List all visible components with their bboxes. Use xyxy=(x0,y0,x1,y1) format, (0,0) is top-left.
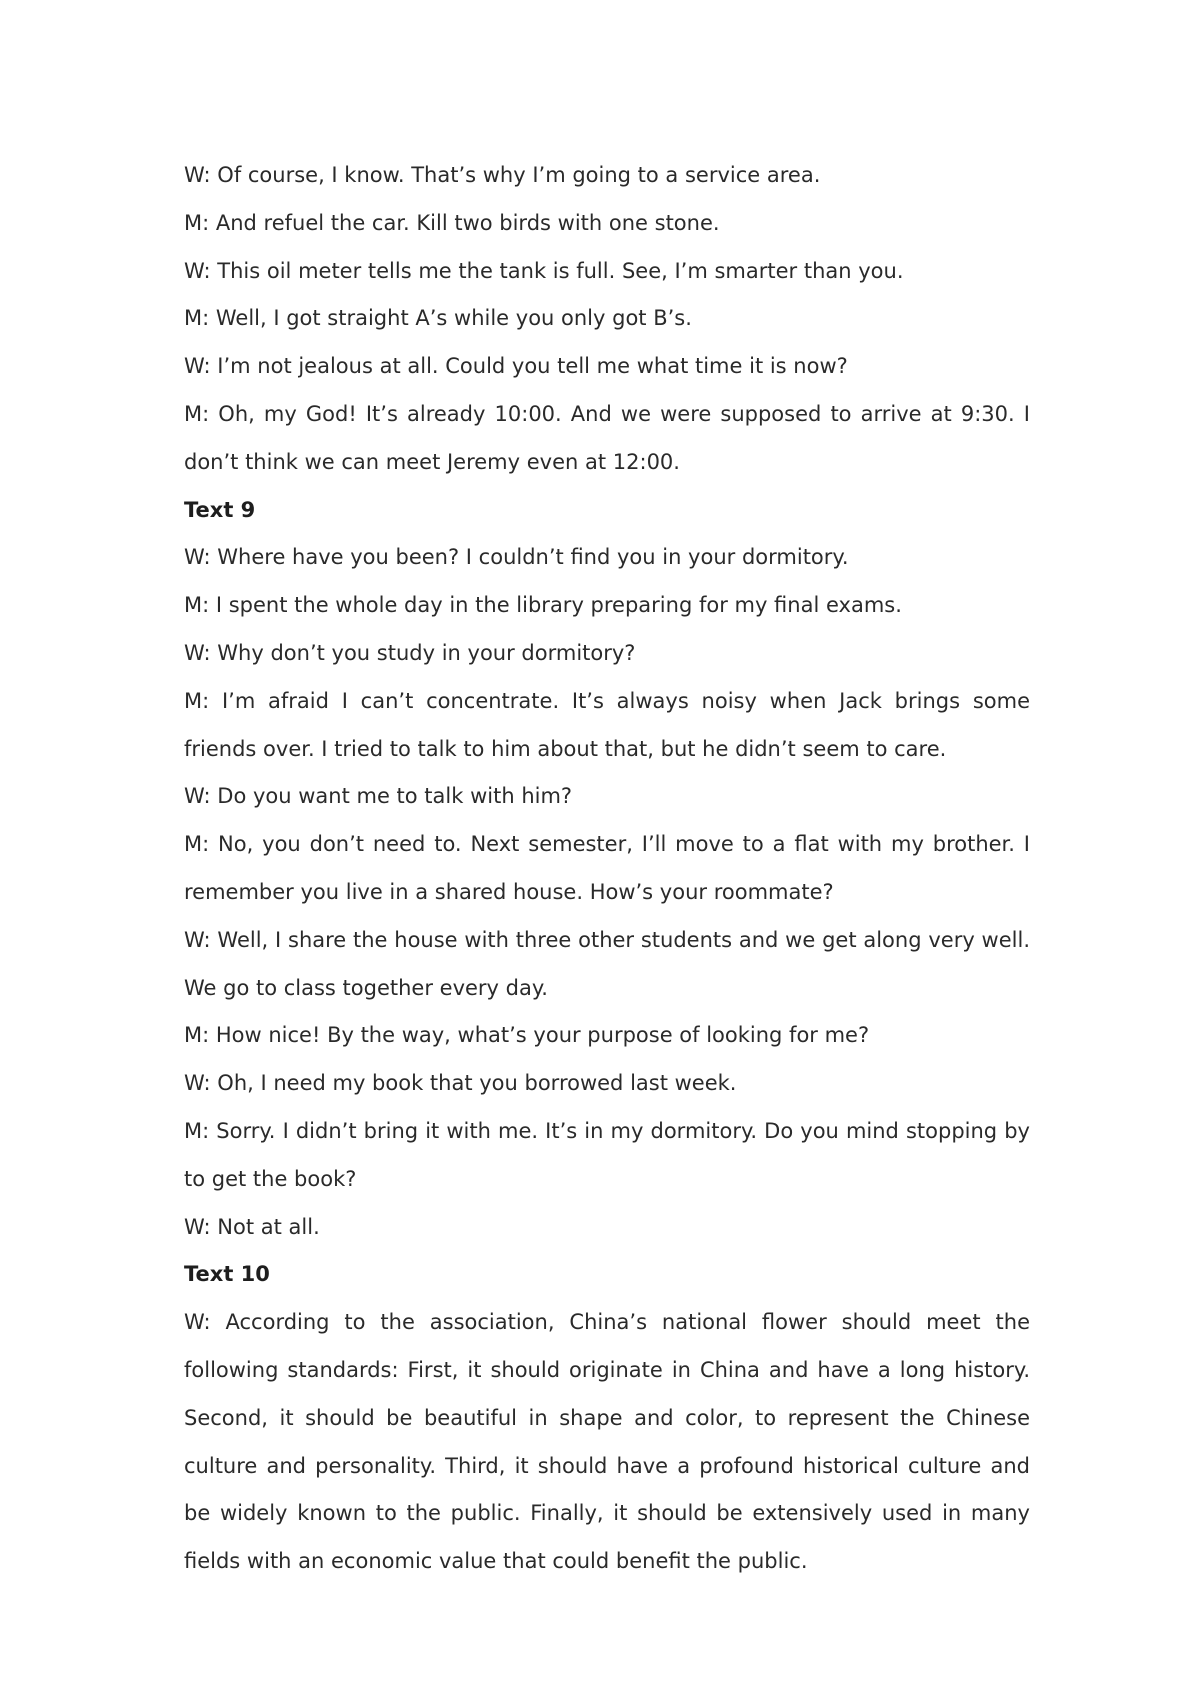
transcript-body xyxy=(184,152,1030,1586)
dialogue-line: W: Of course, I know. That’s why I’m going to a service area. xyxy=(184,163,821,187)
dialogue-line: M: How nice! By the way, what’s your purpose of looking for me? xyxy=(184,1023,870,1048)
section-heading-text-10: Text 10 xyxy=(184,1262,270,1287)
dialogue-line: M: Well, I got straight A’s while you only got B’s. xyxy=(184,306,692,331)
dialogue-line: M: I’m afraid I can’t concentrate. It’s always noisy when Jack brings some friends over. I tried to talk to him about that, but he didn’t seem to care. xyxy=(184,688,1030,761)
dialogue-line: M: Sorry. I didn’t bring it with me. It’s in my dormitory. Do you mind stopping by to get the book? xyxy=(184,1118,1030,1191)
dialogue-line: M: Oh, my God! It’s already 10:00. And we were supposed to arrive at 9:30. I don’t think we can meet Jeremy even at 12:00. xyxy=(184,401,1030,474)
section-heading-text-9: Text 9 xyxy=(184,497,256,522)
dialogue-line: W: Oh, I need my book that you borrowed last week. xyxy=(184,1071,737,1096)
dialogue-line: W: Why don’t you study in your dormitory? xyxy=(184,640,636,665)
dialogue-line: W: Where have you been? I couldn’t find you in your dormitory. xyxy=(184,545,849,570)
dialogue-line: W: This oil meter tells me the tank is full. See, I’m smarter than you. xyxy=(184,258,904,283)
monologue-paragraph: W: According to the association, China’s national flower should meet the following standards: First, it should originate in China and have a long history. Second, it should be beautiful in shape and color, to represent the Chinese culture and personality. Third, it should have a profound historical culture and be widely known to the public. Finally, it should be extensively used in many fields with an economic value that could benefit the public. xyxy=(184,1310,1030,1574)
dialogue-line: M: No, you don’t need to. Next semester, I’ll move to a flat with my brother. I remember you live in a shared house. How’s your roommate? xyxy=(184,832,1030,904)
dialogue-line: W: Not at all. xyxy=(184,1214,320,1239)
dialogue-line: W: Do you want me to talk with him? xyxy=(184,784,573,809)
dialogue-line: M: And refuel the car. Kill two birds with one stone. xyxy=(184,210,720,235)
dialogue-line: W: I’m not jealous at all. Could you tell me what time it is now? xyxy=(184,354,848,379)
dialogue-line: M: I spent the whole day in the library preparing for my final exams. xyxy=(184,593,902,618)
dialogue-line: W: Well, I share the house with three other students and we get along very well. We go to class together every day. xyxy=(184,927,1030,1000)
